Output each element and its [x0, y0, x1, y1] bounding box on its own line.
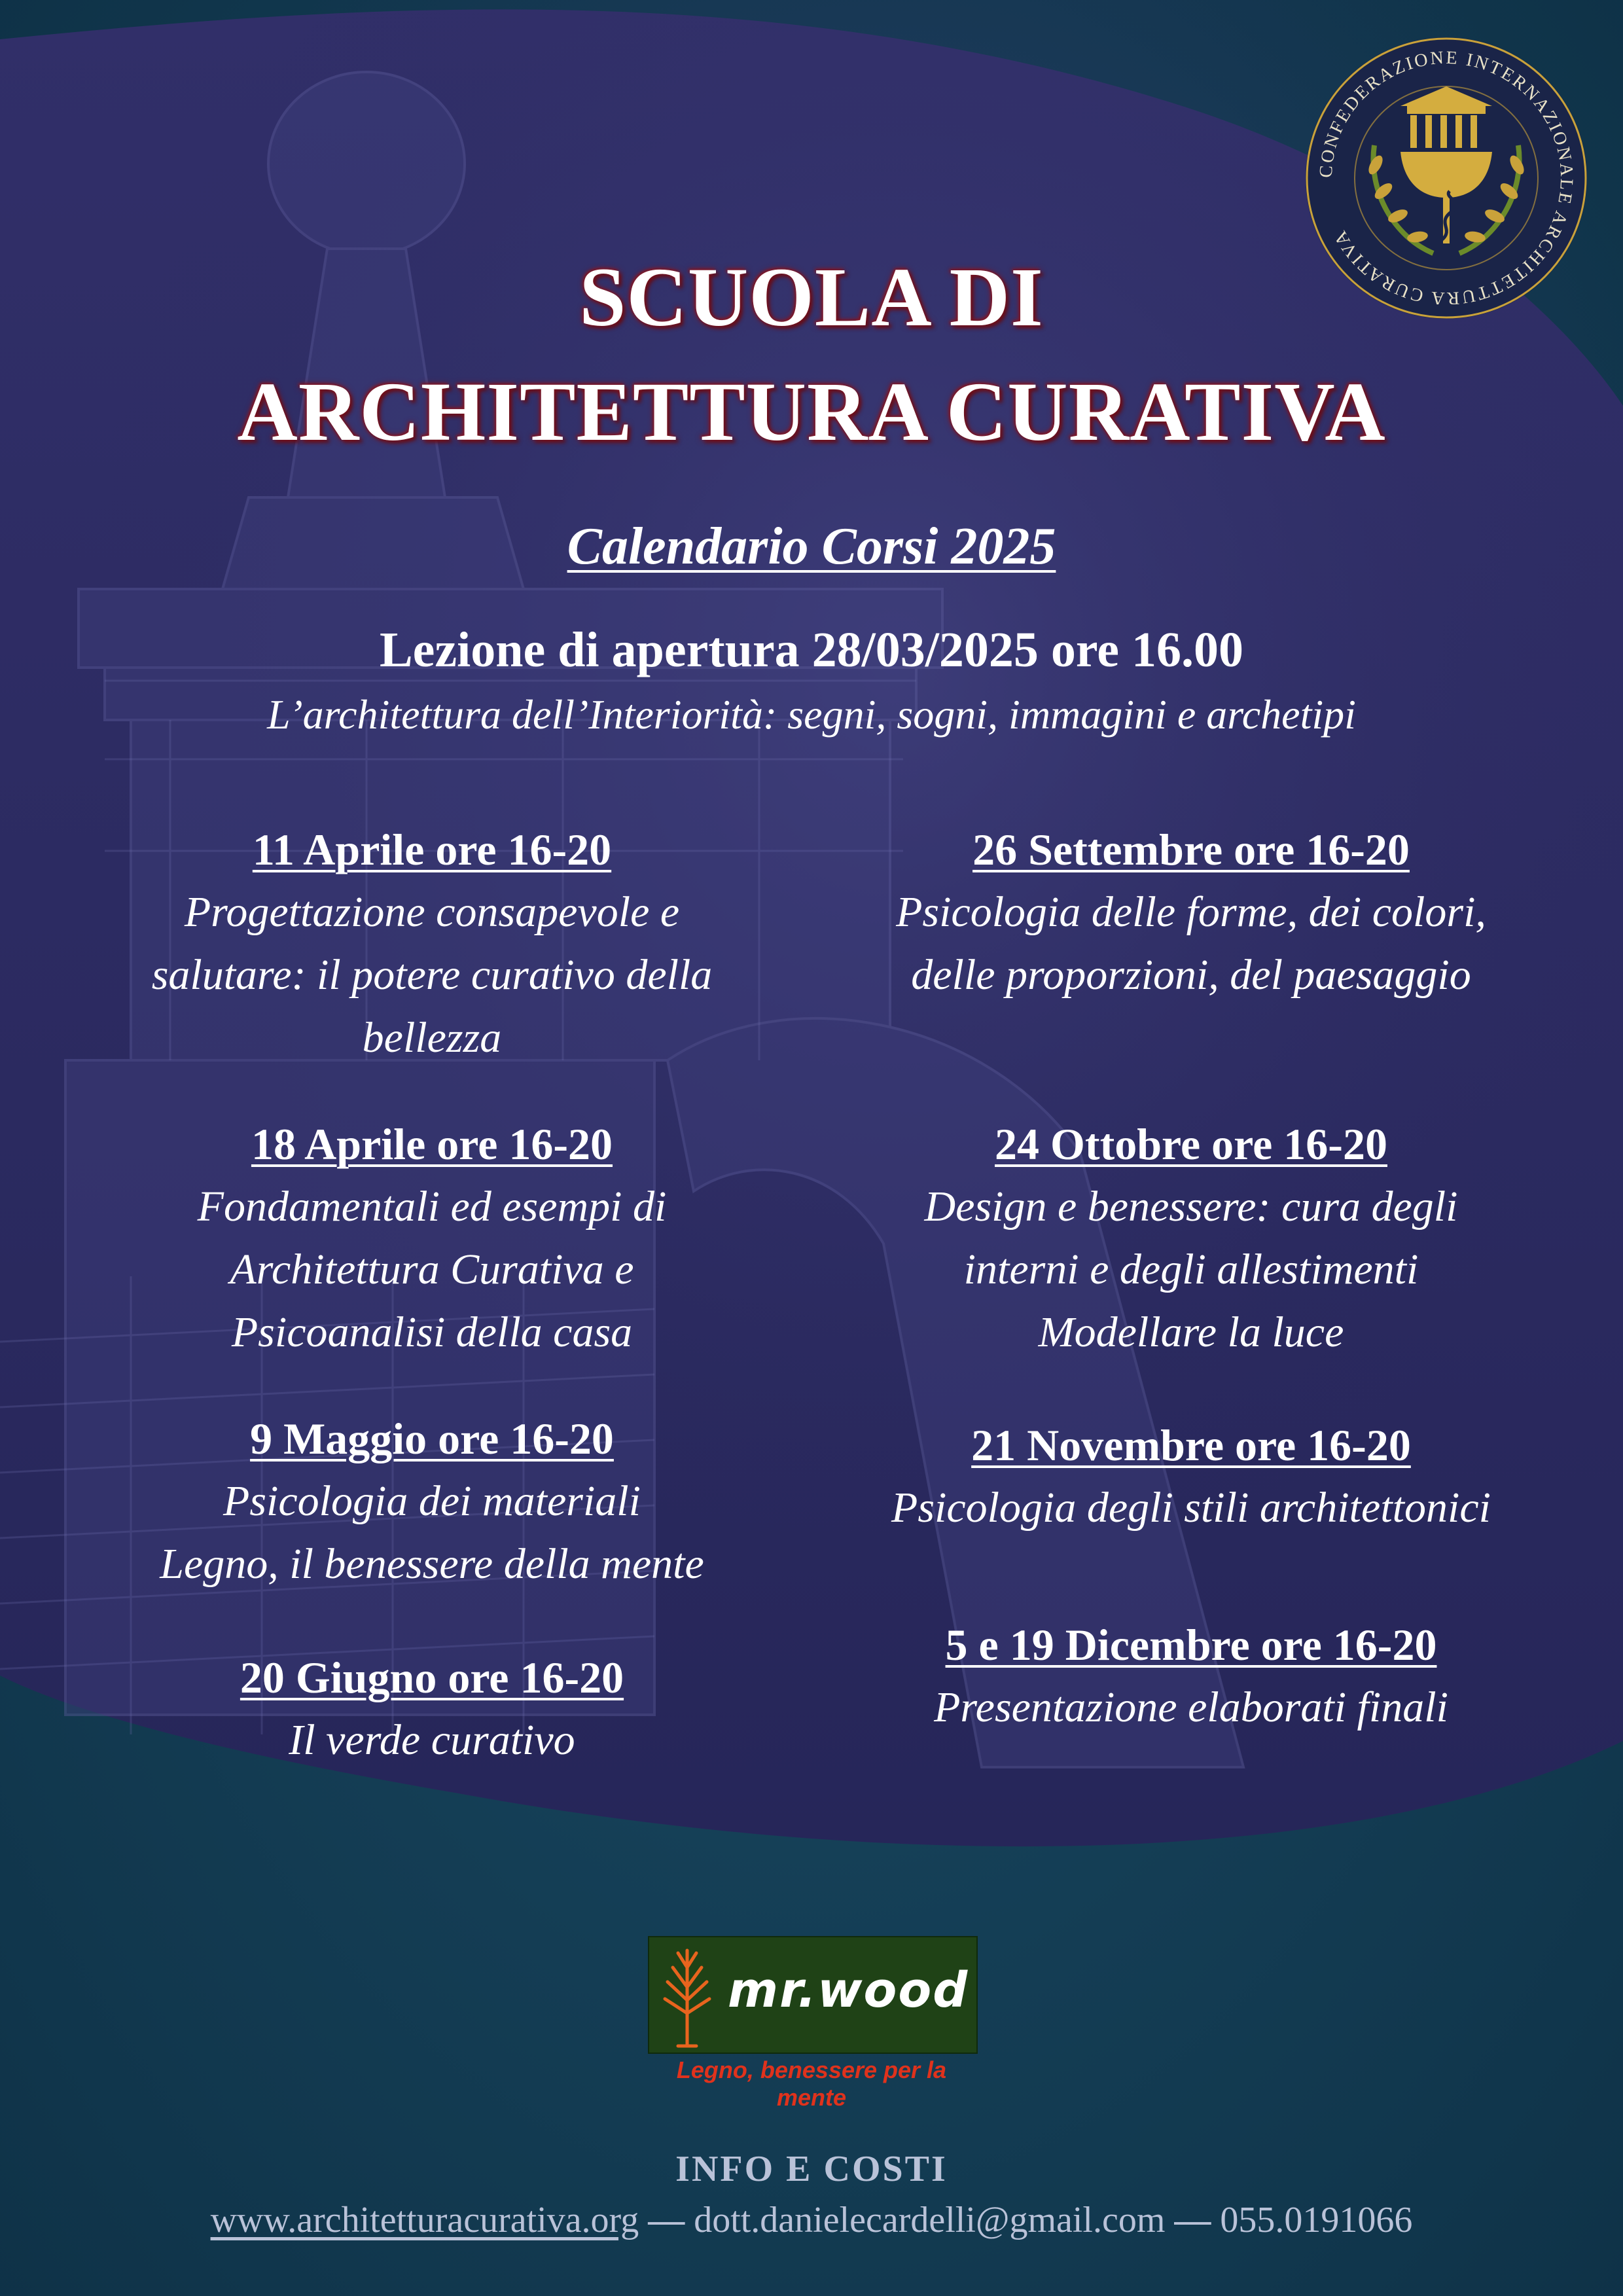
email-address[interactable]: dott.danielecardelli@gmail.com: [694, 2200, 1166, 2240]
title-line-1: SCUOLA DI: [579, 251, 1044, 344]
course-date: 20 Giugno ore 16-20: [240, 1653, 624, 1702]
sponsor-logo-text: mr.wood: [728, 1962, 969, 2018]
title-line-2: ARCHITETTURA CURATIVA: [237, 365, 1386, 458]
course-description-line: Psicoanalisi della casa: [231, 1308, 633, 1356]
calendar-subtitle: Calendario Corsi 2025: [567, 518, 1056, 575]
sponsor-tagline: Legno, benessere per la mente: [676, 2056, 947, 2111]
course-date: 18 Aprile ore 16-20: [251, 1119, 613, 1169]
opening-lecture-theme: L’architettura dell’Interiorità: segni, sogni, immagini e archetipi: [267, 691, 1356, 738]
course-date: 9 Maggio ore 16-20: [250, 1414, 614, 1463]
course-description-line: Presentazione elaborati finali: [934, 1683, 1448, 1731]
sponsor-logo: [648, 1936, 978, 2054]
course-entry: [838, 1113, 1544, 1364]
course-description-line: Modellare la luce: [1038, 1308, 1344, 1356]
course-entry: [79, 1113, 785, 1364]
course-description-line: Progettazione consapevole e: [184, 888, 680, 936]
separator: —: [1174, 2200, 1211, 2240]
course-entry: [79, 1646, 785, 1772]
course-description-line: Fondamentali ed esempi di: [197, 1183, 667, 1230]
course-description-line: Il verde curativo: [289, 1716, 575, 1764]
seal-text: CONFEDERAZIONE INTERNAZIONALE ARCHITETTURA CURATIVA: [1315, 47, 1577, 309]
course-entry: [838, 1414, 1544, 1539]
course-date: 21 Novembre ore 16-20: [971, 1420, 1411, 1470]
course-date: 24 Ottobre ore 16-20: [995, 1119, 1387, 1169]
contact-line: [0, 2199, 1623, 2241]
course-date: 26 Settembre ore 16-20: [972, 825, 1410, 874]
info-title: INFO E COSTI: [675, 2149, 948, 2189]
course-date: 11 Aprile ore 16-20: [252, 825, 612, 874]
course-description-line: Psicologia delle forme, dei colori,: [896, 888, 1486, 936]
course-description-line: Legno, il benessere della mente: [160, 1540, 704, 1588]
course-description-line: Psicologia degli stili architettonici: [891, 1484, 1491, 1532]
course-entry: [838, 1613, 1544, 1739]
course-description-line: Psicologia dei materiali: [223, 1477, 641, 1525]
course-description-line: delle proporzioni, del paesaggio: [911, 951, 1471, 999]
course-entry: [838, 818, 1544, 1007]
phone-number[interactable]: 055.0191066: [1220, 2200, 1413, 2240]
opening-lecture-heading: Lezione di apertura 28/03/2025 ore 16.00: [379, 622, 1244, 677]
course-description-line: Design e benessere: cura degli: [924, 1183, 1458, 1230]
course-entry: [79, 818, 785, 1069]
course-description-line: salutare: il potere curativo della: [151, 951, 713, 999]
separator: —: [648, 2200, 685, 2240]
website-link[interactable]: www.architetturacurativa.org: [210, 2200, 639, 2240]
course-description-line: interni e degli allestimenti: [963, 1246, 1419, 1293]
course-date: 5 e 19 Dicembre ore 16-20: [945, 1620, 1437, 1670]
course-entry: [79, 1407, 785, 1596]
course-description-line: bellezza: [362, 1014, 502, 1062]
tree-icon: [654, 1941, 720, 2049]
course-description-line: Architettura Curativa e: [230, 1246, 634, 1293]
